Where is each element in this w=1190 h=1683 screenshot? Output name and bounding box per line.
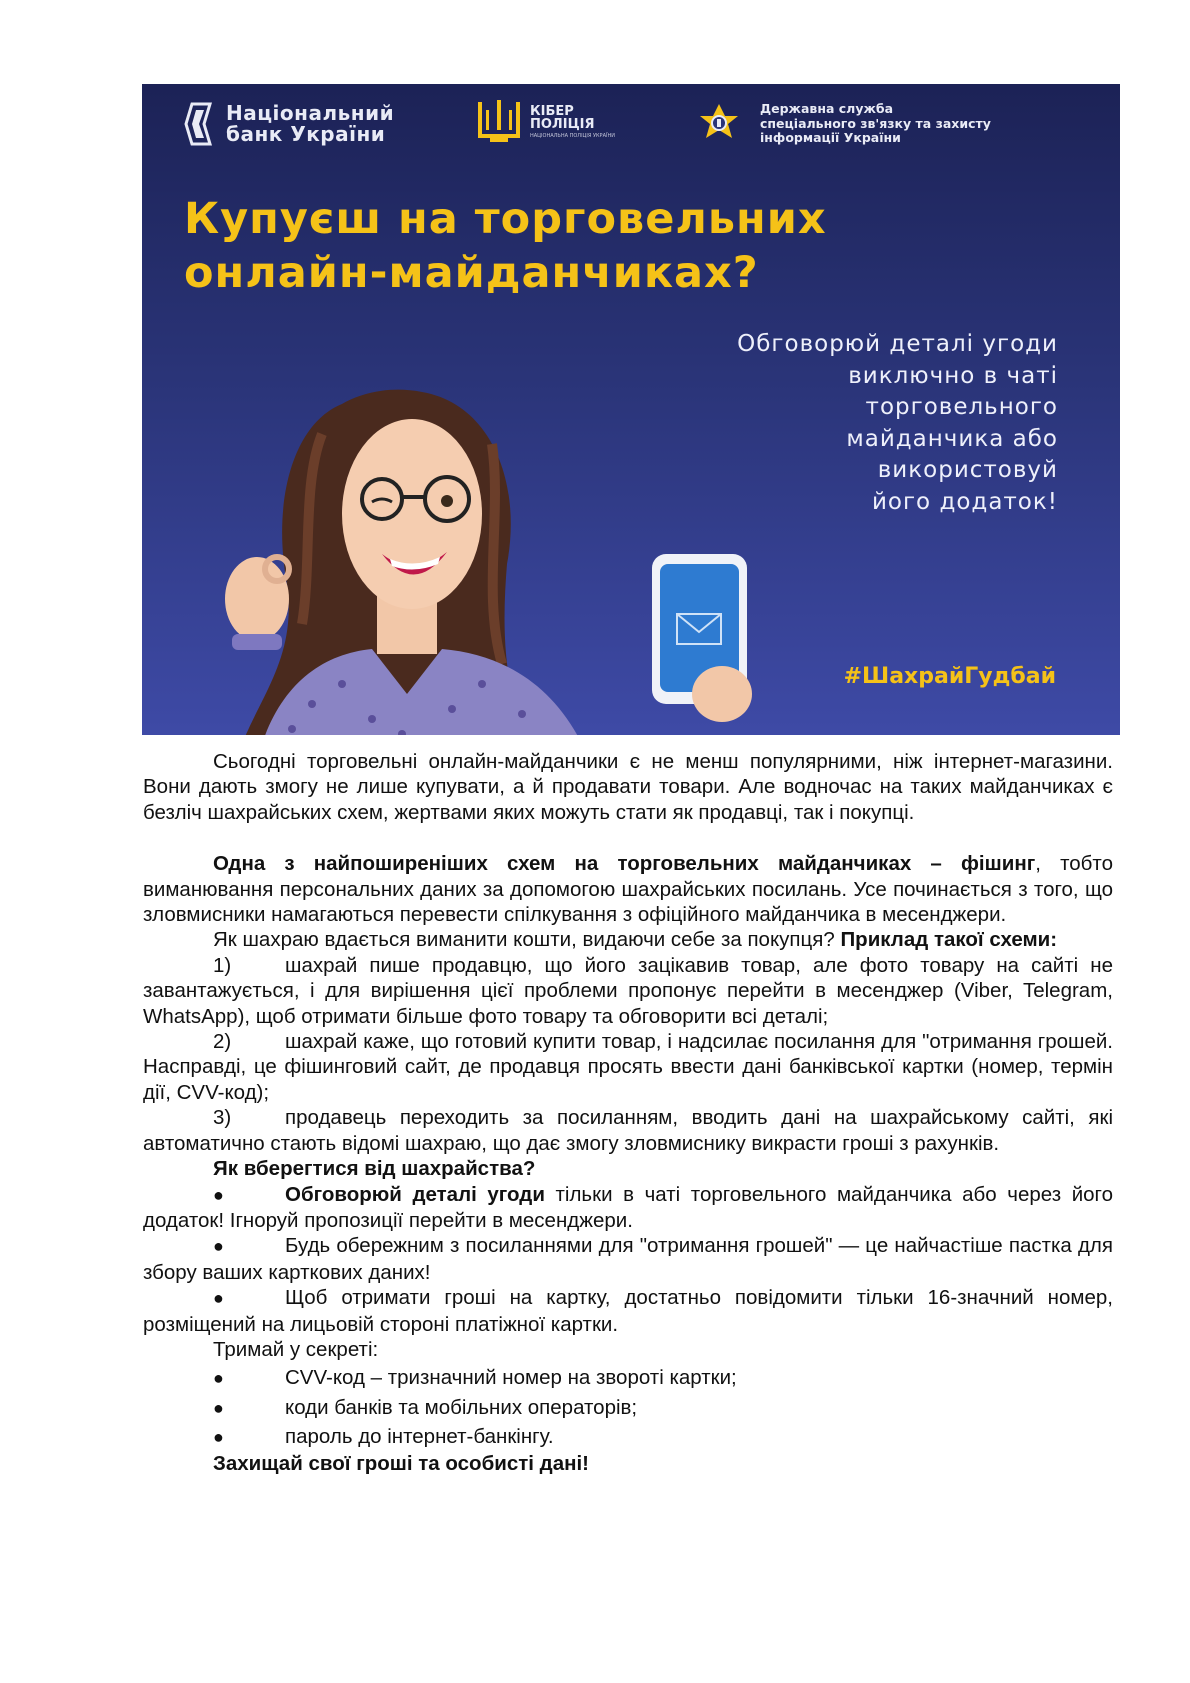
- cyberpolice-name-line: КІБЕР: [530, 103, 574, 119]
- tip-text: Щоб отримати гроші на картку, достатньо повідомити тільки 16-значний номер, розміщений на лицьовій стороні платіжної картки.: [143, 1286, 1113, 1336]
- tip-item: [143, 1182, 1113, 1234]
- example-bold: Приклад такої схеми:: [840, 928, 1058, 952]
- cyberpolice-name-line: ПОЛІЦІЯ: [530, 117, 595, 133]
- tip-item: [143, 1233, 1113, 1285]
- secret-item: [143, 1395, 1113, 1421]
- step-number: 2): [213, 1030, 232, 1054]
- bullet-icon: ●: [213, 1368, 224, 1389]
- nbu-emblem-icon: [184, 102, 214, 146]
- step-text: шахрай каже, що готовий купити товар, і надсилає посилання для "отримання грошей. Насправді, це фішинговий сайт, де продавця просять ввести дані банківської картки (номер, термін дії, CVV-код);: [143, 1030, 1113, 1104]
- phishing-paragraph: [143, 851, 1113, 927]
- secret-text: пароль до інтернет-банкінгу.: [285, 1425, 554, 1449]
- step-item: [143, 1105, 1113, 1156]
- tip-bold: Обговорюй деталі угоди: [285, 1182, 545, 1206]
- bullet-icon: ●: [213, 1184, 224, 1205]
- trident-icon: [476, 100, 522, 144]
- nbu-name-line: Національний: [226, 101, 395, 125]
- woman-illustration: [202, 364, 762, 735]
- dsszzi-emblem-icon: [692, 102, 746, 146]
- bullet-icon: ●: [213, 1288, 224, 1309]
- step-number: 1): [213, 953, 232, 977]
- article-body: [143, 749, 1113, 1476]
- closing-text: Захищай свої гроші та особисті дані!: [213, 1451, 589, 1475]
- bullet-icon: ●: [213, 1427, 224, 1448]
- secret-item: [143, 1424, 1113, 1450]
- example-question: Як шахраю вдається виманити кошти, видаючи себе за покупця?: [213, 928, 841, 952]
- closing-line: [143, 1451, 1113, 1476]
- secret-heading: Тримай у секреті:: [213, 1337, 379, 1361]
- tagline-line: майданчика або: [846, 425, 1058, 452]
- hashtag: #ШахрайГудбай: [843, 664, 1056, 689]
- banner: [142, 84, 1120, 735]
- cyberpolice-subtitle: НАЦІОНАЛЬНА ПОЛІЦІЯ УКРАЇНИ: [530, 133, 615, 140]
- bullet-icon: ●: [213, 1397, 224, 1418]
- banner-tagline: [737, 329, 1058, 518]
- tip-text: Будь обережним з посиланнями для "отримання грошей" — це найчастіше пастка для збору ваших карткових даних!: [143, 1234, 1113, 1284]
- tagline-line: його додаток!: [871, 488, 1058, 515]
- example-intro-paragraph: [143, 927, 1113, 952]
- secret-text: коди банків та мобільних операторів;: [285, 1395, 638, 1419]
- tagline-line: торговельного: [865, 394, 1058, 420]
- phishing-bold: Одна з найпоширеніших схем на торговельних майданчиках – фішинг: [213, 852, 1036, 876]
- headline-line: онлайн-майданчиках?: [184, 248, 759, 298]
- step-number: 3): [213, 1106, 232, 1130]
- dsszzi-name-line: Державна служба: [760, 101, 894, 117]
- intro-paragraph: Сьогодні торговельні онлайн-майданчики є не менш популярними, ніж інтернет-магазини. Вони дають змогу не лише купувати, а й продавати товари. Але водночас на таких майданчиках є безліч шахрайських схем, жертвами яких можуть стати як продавці, так і покупці.: [143, 750, 1113, 824]
- secret-item: [143, 1365, 1113, 1391]
- bullet-icon: ●: [213, 1236, 224, 1257]
- tagline-line: виключно в чаті: [848, 362, 1058, 389]
- dsszzi-name-line: спеціального зв'язку та захисту: [760, 115, 991, 131]
- dsszzi-logo: [692, 102, 991, 146]
- tip-item: [143, 1285, 1113, 1337]
- step-item: [143, 953, 1113, 1029]
- banner-headline: [184, 192, 827, 300]
- secret-text: CVV-код – тризначний номер на звороті картки;: [285, 1366, 737, 1390]
- cyberpolice-logo: [476, 100, 615, 144]
- nbu-name-line: банк України: [226, 122, 386, 146]
- step-item: [143, 1029, 1113, 1105]
- protect-heading: [143, 1156, 1113, 1181]
- dsszzi-name-line: інформації України: [760, 130, 901, 146]
- step-text: продавець переходить за посиланням, вводить дані на шахрайському сайті, які автоматично стають відомі шахраю, що дає змогу зловмиснику викрасти гроші з рахунків.: [143, 1106, 1113, 1155]
- tagline-line: Обговорюй деталі угоди: [737, 331, 1058, 357]
- step-text: шахрай пише продавцю, що його зацікавив товар, але фото товару на сайті не завантажується, і для вирішення цієї проблеми пропонує перейти в месенджер (Viber, Telegram, WhatsApp), щоб отримати більше фото товару та обговорити всі деталі;: [143, 953, 1113, 1028]
- protect-heading-text: Як вберегтися від шахрайства?: [213, 1157, 536, 1181]
- nbu-logo: [184, 102, 394, 146]
- tagline-line: використовуй: [877, 457, 1058, 483]
- phishing-rest: , тобто виманювання персональних даних за допомогою шахрайських посилань. Усе починається з того, що зловмисники намагаються перевести спілкування з офіційного майданчика в месенджери.: [143, 852, 1113, 927]
- tip-text: тільки в чаті торговельного майданчика або через його додаток! Ігноруй пропозиції перейти в месенджери.: [143, 1182, 1113, 1232]
- headline-line: Купуєш на торговельних: [184, 194, 827, 244]
